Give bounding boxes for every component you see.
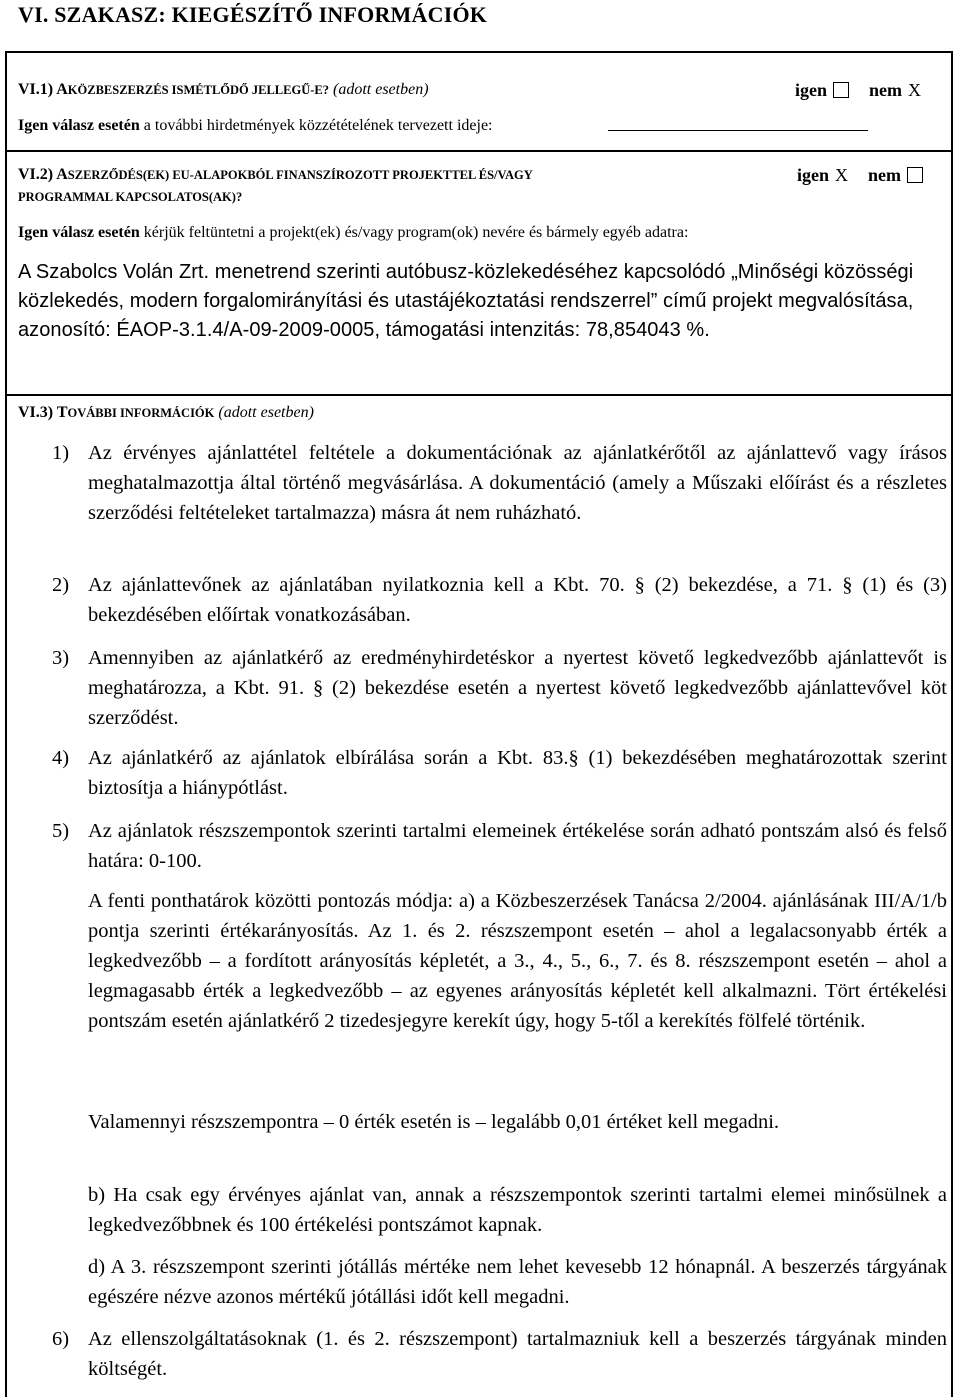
section-2-title-first: A [56, 166, 68, 183]
list-item-text: Az érvényes ajánlattétel feltétele a dokumentációnak az ajánlatkérőtől az ajánlattevő vagy írásos meghatalmazottja által történő megvásárlása. A dokumentáció (amely a Műszaki előírást és a részletes szerződési feltételeket tartalmazza) másra át nem ruházható. [88, 442, 947, 524]
no-checkbox[interactable] [907, 167, 923, 183]
section-1-followup [18, 115, 492, 137]
section-2-followup [18, 222, 688, 244]
section-1-number: VI.1) [18, 81, 54, 98]
divider [5, 394, 953, 396]
list-item-number: 2) [52, 574, 70, 596]
section-1-heading [18, 79, 429, 101]
yes-label: igen [795, 80, 828, 100]
section-2-heading-line2 [18, 186, 242, 208]
section-1-yes-no [795, 79, 921, 101]
list-item-number: 6) [52, 1328, 70, 1350]
no-label: nem [869, 80, 903, 100]
section-3-title-first: T [56, 404, 68, 421]
section-1-title-first: A [56, 81, 68, 98]
list-item [52, 570, 947, 630]
followup-bold: Igen válasz esetén [18, 224, 140, 241]
section-3-heading [18, 402, 314, 424]
section-3-number: VI.3) [18, 404, 54, 421]
section-2-yes-no [797, 164, 923, 186]
list-item-text: Az ellenszolgáltatásoknak (1. és 2. részszempont) tartalmazniuk kell a beszerzés tárgyának minden költségét. [88, 1328, 947, 1380]
yes-label: igen [797, 165, 830, 185]
date-input-line[interactable] [608, 130, 868, 131]
section-3-note: (adott esetben) [218, 404, 314, 421]
section-3-title: OVÁBBI INFORMÁCIÓK [67, 406, 215, 420]
warranty-paragraph: d) A 3. részszempont szerinti jótállás mértéke nem lehet kevesebb 12 hónapnál. A beszerzés tárgyának egészére nézve azonos mértékű jótállási időt kell megadni. [88, 1256, 947, 1308]
list-item-text: Amennyiben az ajánlatkérő az eredményhirdetéskor a nyertest követő legkedvezőbb ajánlattevőt is meghatározza, a Kbt. 91. § (2) bekezdése esetén a nyertest követő legkedvezőbb ajánlattevővel köt szerződést. [88, 647, 947, 729]
followup-text: kérjük feltüntetni a projekt(ek) és/vagy program(ok) nevére és bármely egyéb adatra: [143, 224, 689, 241]
section-2-title-line2: PROGRAMMAL KAPCSOLATOS(AK)? [18, 190, 243, 204]
scoring-method-paragraph: A fenti ponthatárok közötti pontozás módja: a) a Közbeszerzések Tanácsa 2/2004. ajánlásának III/A/1/b pontja szerinti értékarányosítás. Az 1. és 2. részszempont esetén – ahol a legalacsonyabb érték a legkedvezőbb – a fordított arányosítás képletét, a 3., 4., 5., 6., 7. és 8. részszempont esetén – ahol a legmagasabb érték a legkedvezőbb – az egyenes arányosítás képletét kell alkalmazni. Tört értékelési pontszám esetén ajánlatkérő 2 tizedesjegyre kerekít úgy, hogy 5-től a kerekítés fölfelé történik. [88, 890, 947, 1032]
section-1-note: (adott esetben) [333, 81, 429, 98]
followup-bold: Igen válasz esetén [18, 117, 140, 134]
list-item-number: 3) [52, 647, 70, 669]
list-item [52, 438, 947, 528]
yes-checkbox[interactable] [833, 82, 849, 98]
list-item [52, 743, 947, 803]
list-item-number: 1) [52, 442, 70, 464]
section-2-heading [18, 164, 533, 186]
no-label: nem [868, 165, 902, 185]
list-item [52, 1324, 947, 1384]
page-title: VI. SZAKASZ: KIEGÉSZÍTŐ INFORMÁCIÓK [18, 2, 488, 27]
single-offer-paragraph: b) Ha csak egy érvényes ajánlat van, annak a részszempontok szerinti tartalmi elemei minősülnek a legkedvezőbbnek és 100 értékelési pontszámot kapnak. [88, 1184, 947, 1236]
minimum-value-paragraph: Valamennyi részszempontra – 0 érték esetén is – legalább 0,01 értéket kell megadni. [88, 1111, 780, 1133]
followup-text: a további hirdetmények közzétételének tervezett ideje: [143, 117, 493, 134]
section-2-number: VI.2) [18, 166, 54, 183]
divider [5, 150, 953, 152]
no-checkbox-mark[interactable]: X [908, 80, 922, 100]
section-2-title: SZERZŐDÉS(EK) EU-ALAPOKBÓL FINANSZÍROZOTT PROJEKTTEL ÉS/VAGY [67, 168, 533, 182]
list-item-number: 4) [52, 747, 70, 769]
list-item-text: Az ajánlatkérő az ajánlatok elbírálása során a Kbt. 83.§ (1) bekezdésében meghatározottak szerint biztosítja a hiánypótlást. [88, 747, 947, 799]
project-description: A Szabolcs Volán Zrt. menetrend szerinti autóbusz-közlekedéséhez kapcsolódó „Minőségi közösségi közlekedés, modern forgalomirányítási és utastájékoztatási rendszerrel” című projekt megvalósítása, azonosító: ÉAOP-3.1.4/A-09-2009-0005, támogatási intenzitás: 78,854043 %. [18, 261, 914, 341]
list-item [52, 643, 947, 733]
section-1-title: KÖZBESZERZÉS ISMÉTLŐDŐ JELLEGŰ-E? [67, 83, 329, 97]
list-item [52, 816, 947, 876]
list-item-number: 5) [52, 820, 70, 842]
list-item-text: Az ajánlattevőnek az ajánlatában nyilatkoznia kell a Kbt. 70. § (2) bekezdése, a 71. § (1) és (3) bekezdésében előírtak vonatkozásában. [88, 574, 947, 626]
yes-checkbox-mark[interactable]: X [835, 165, 849, 185]
list-item-text: Az ajánlatok részszempontok szerinti tartalmi elemeinek értékelése során adható pontszám alsó és felső határa: 0-100. [88, 820, 947, 872]
